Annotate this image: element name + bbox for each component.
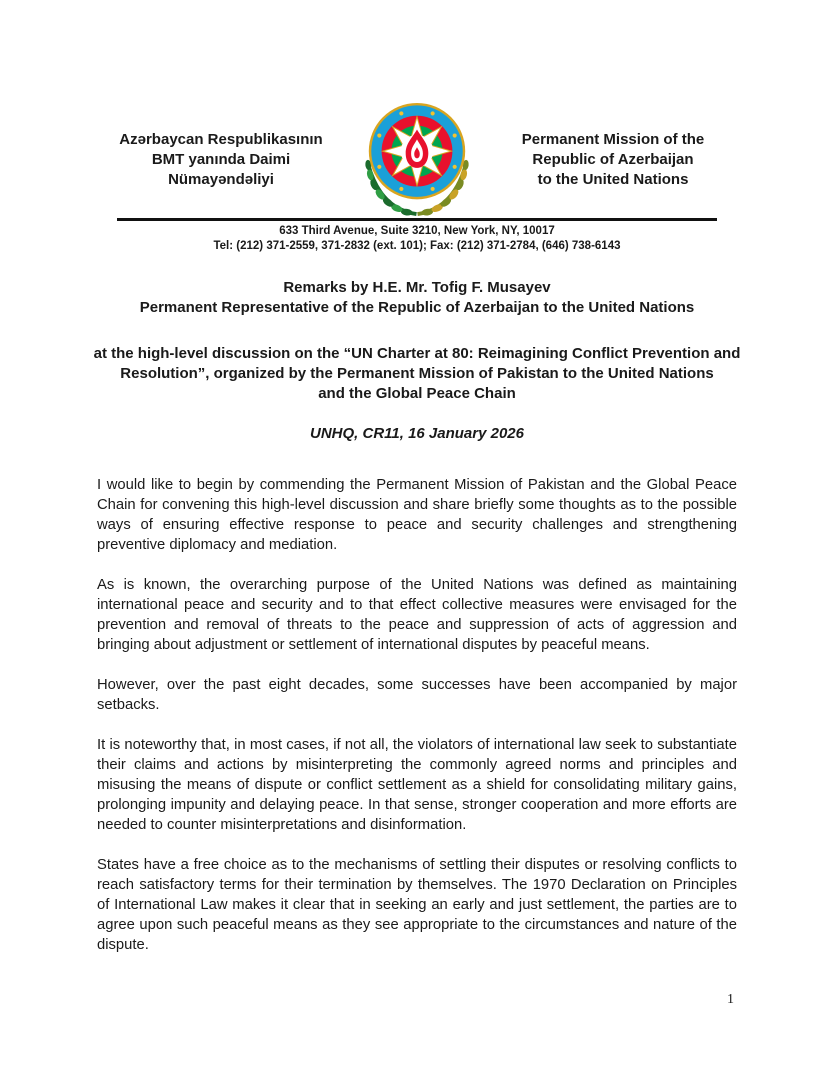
mission-name-en-line: Permanent Mission of the <box>521 131 705 148</box>
phone-fax-line: Tel: (212) 371-2559, 371-2832 (ext. 101); Fax: (212) 371-2784, (646) 738-6143 <box>213 239 621 252</box>
mission-name-az-line: Nümayəndəliyi <box>168 171 274 188</box>
emblem-disc <box>369 103 465 199</box>
address-line: 633 Third Avenue, Suite 3210, New York, NY, 10017 <box>279 225 555 237</box>
event-title <box>0 344 834 404</box>
mission-name-azerbaijani <box>90 130 352 190</box>
title-line-1: Remarks by H.E. Mr. Tofig F. Musayev <box>283 279 551 296</box>
body-paragraph: It is noteworthy that, in most cases, if not all, the violators of international law seek to substantiate their claims and actions by misinterpreting the commonly agreed norms and principles and misusing the means of dispute or conflict settlement as a shield for consolidating military gains, prolonging impunity and delaying peace. In that sense, stronger cooperation and more efforts are needed to counter misinterpretations and disinformation. <box>97 737 737 833</box>
document-body <box>97 475 737 955</box>
body-paragraph: States have a free choice as to the mechanisms of settling their disputes or resolving conflicts to reach satisfactory terms for their termination by themselves. The 1970 Declaration on Principles of International Law makes it clear that in seeking an early and just settlement, the parties are to agree upon such peaceful means as they see appropriate to the circumstances and nature of the dispute. <box>97 857 737 953</box>
body-paragraph: As is known, the overarching purpose of the United Nations was defined as maintaining international peace and security and to that effect collective measures were envisaged for the prevention and removal of threats to the peace and suppression of acts of aggression and bringing about adjustment or settlement of international disputes by peaceful means. <box>97 577 737 653</box>
azerbaijan-emblem-icon <box>364 100 470 220</box>
document-title <box>0 278 834 318</box>
mission-name-english <box>482 130 744 190</box>
body-paragraph: However, over the past eight decades, some successes have been accompanied by major setbacks. <box>97 677 737 713</box>
event-title-line: and the Global Peace Chain <box>318 385 516 402</box>
mission-name-en-line: to the United Nations <box>537 171 689 188</box>
page-number: 1 <box>727 992 734 1007</box>
body-paragraph: I would like to begin by commending the Permanent Mission of Pakistan and the Global Peace Chain for convening this high-level discussion and share briefly some thoughts as to the possible ways of ensuring effective response to peace and security challenges and strengthening preventive diplomacy and mediation. <box>97 477 737 553</box>
mission-name-en-line: Republic of Azerbaijan <box>532 151 694 168</box>
mission-name-az-line: Azərbaycan Respublikasının <box>119 131 323 148</box>
letterhead <box>90 100 744 220</box>
address-block <box>0 224 834 253</box>
title-line-2: Permanent Representative of the Republic of Azerbaijan to the United Nations <box>139 299 695 316</box>
event-title-line: at the high-level discussion on the “UN Charter at 80: Reimagining Conflict Prevention and <box>93 345 741 362</box>
event-dateline: UNHQ, CR11, 16 January 2026 <box>310 425 524 442</box>
event-title-line: Resolution”, organized by the Permanent Mission of Pakistan to the United Nations <box>120 365 714 382</box>
mission-name-az-line: BMT yanında Daimi <box>151 151 291 168</box>
